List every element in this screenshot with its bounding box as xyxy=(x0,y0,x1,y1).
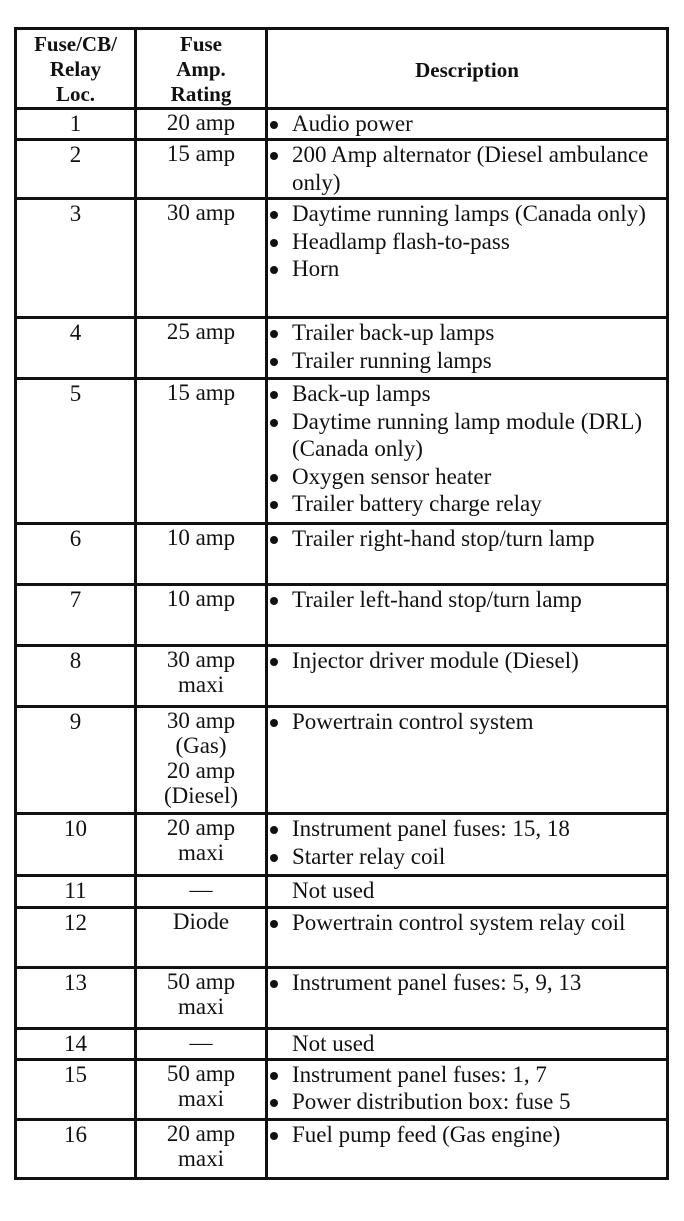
table-row xyxy=(16,140,668,199)
description-text: Trailer running lamps xyxy=(292,347,492,373)
fuse-location-cell: 3 xyxy=(16,199,136,318)
bullet-icon xyxy=(270,597,278,605)
list-item xyxy=(268,319,666,347)
bullet-icon xyxy=(270,658,278,666)
fuse-description-cell xyxy=(267,646,668,707)
rating-line: maxi xyxy=(178,840,224,865)
bullet-icon xyxy=(270,920,278,928)
table-row xyxy=(16,1029,668,1060)
bullet-icon xyxy=(270,330,278,338)
description-text: Trailer battery charge relay xyxy=(292,491,542,516)
description-text: Headlamp flash-to-pass xyxy=(292,228,510,254)
fuse-description-cell xyxy=(267,1029,668,1060)
list-item xyxy=(268,228,666,256)
table-row xyxy=(16,646,668,707)
description-list xyxy=(268,969,666,997)
description-text: Fuel pump feed (Gas engine) xyxy=(292,1121,561,1147)
description-list xyxy=(268,319,666,374)
description-list xyxy=(268,647,666,675)
description-text: Instrument panel fuses: 5, 9, 13 xyxy=(292,970,582,995)
description-text: Powertrain control system relay coil xyxy=(292,910,626,935)
bullet-icon xyxy=(270,474,278,482)
fuse-location-cell: 5 xyxy=(16,379,136,524)
table-row xyxy=(16,707,668,814)
list-item xyxy=(268,110,666,138)
fuse-rating-cell xyxy=(136,646,267,707)
fuse-location-cell: 2 xyxy=(16,140,136,199)
rating-line: 50 amp xyxy=(166,1060,236,1086)
fuse-rating-cell xyxy=(136,1059,267,1119)
fuse-description-cell xyxy=(267,318,668,379)
rating-line: 15 amp xyxy=(166,380,236,405)
list-item xyxy=(268,1088,666,1116)
description-list xyxy=(268,525,666,553)
list-item xyxy=(268,909,666,937)
list-item xyxy=(268,380,666,408)
rating-line: 30 amp xyxy=(166,708,236,733)
rating-line: 10 amp xyxy=(166,525,236,550)
list-item xyxy=(268,1121,666,1149)
fuse-location-cell: 15 xyxy=(16,1059,136,1119)
description-list xyxy=(268,815,666,870)
fuse-description-cell xyxy=(267,968,668,1029)
description-text: Instrument panel fuses: 15, 18 xyxy=(292,816,570,841)
description-text: Injector driver module (Diesel) xyxy=(292,648,579,673)
fuse-rating-cell xyxy=(136,876,267,908)
list-item xyxy=(268,843,666,871)
header-description: Description xyxy=(267,29,668,109)
fuse-rating-cell xyxy=(136,109,267,140)
rating-line: 15 amp xyxy=(166,141,236,166)
fuse-description-cell xyxy=(267,109,668,140)
fuse-description-cell xyxy=(267,1119,668,1178)
bullet-icon xyxy=(270,854,278,862)
bullet-icon xyxy=(270,419,278,427)
bullet-icon xyxy=(270,1132,278,1140)
description-list xyxy=(268,110,666,138)
rating-line: maxi xyxy=(178,1145,224,1171)
bullet-icon xyxy=(270,1072,278,1080)
rating-line: Diode xyxy=(172,909,230,934)
list-item xyxy=(268,141,666,196)
table-row xyxy=(16,968,668,1029)
fuse-location-cell: 10 xyxy=(16,814,136,876)
fuse-location-cell: 6 xyxy=(16,524,136,585)
description-text: Starter relay coil xyxy=(292,843,446,869)
description-text: Instrument panel fuses: 1, 7 xyxy=(292,1061,547,1087)
description-list xyxy=(268,708,666,736)
list-item xyxy=(268,708,666,736)
rating-line: — xyxy=(189,877,213,902)
rating-line: (Gas) xyxy=(175,733,227,758)
table-row xyxy=(16,814,668,876)
fuse-location-cell: 4 xyxy=(16,318,136,379)
list-item xyxy=(268,490,666,518)
table-header-row xyxy=(16,29,668,109)
bullet-icon xyxy=(270,1099,278,1107)
fuse-location-cell: 1 xyxy=(16,109,136,140)
list-item xyxy=(268,525,666,553)
fuse-rating-cell xyxy=(136,585,267,646)
list-item xyxy=(268,647,666,675)
description-text: Audio power xyxy=(292,111,413,136)
rating-line: 10 amp xyxy=(166,586,236,611)
rating-line: 30 amp xyxy=(166,647,236,672)
fuse-description-cell xyxy=(267,379,668,524)
fuse-rating-cell xyxy=(136,908,267,968)
fuse-location-cell: 9 xyxy=(16,707,136,814)
rating-line: — xyxy=(189,1030,213,1055)
fuse-location-cell: 7 xyxy=(16,585,136,646)
table-row xyxy=(16,109,668,140)
fuse-rating-cell xyxy=(136,318,267,379)
bullet-icon xyxy=(270,536,278,544)
description-text: Trailer left-hand stop/turn lamp xyxy=(292,587,582,612)
list-item xyxy=(268,815,666,843)
rating-line: 30 amp xyxy=(166,200,236,225)
description-list xyxy=(268,380,666,518)
rating-line: 20 amp xyxy=(166,110,236,135)
table-row xyxy=(16,1119,668,1178)
table-row xyxy=(16,379,668,524)
header-rating: Fuse Amp. Rating xyxy=(136,29,267,109)
description-text: Trailer right-hand stop/turn lamp xyxy=(292,526,595,551)
fuse-description-cell xyxy=(267,585,668,646)
table-row xyxy=(16,199,668,318)
fuse-description-cell xyxy=(267,140,668,199)
fuse-description-cell xyxy=(267,814,668,876)
description-text: Horn xyxy=(292,256,340,281)
table-row xyxy=(16,1059,668,1119)
rating-line: 20 amp xyxy=(166,758,236,783)
fuse-description-cell xyxy=(267,1059,668,1119)
fuse-table xyxy=(14,27,669,1180)
header-location: Fuse/CB/ Relay Loc. xyxy=(16,29,136,109)
fuse-location-cell: 8 xyxy=(16,646,136,707)
bullet-icon xyxy=(270,358,278,366)
bullet-icon xyxy=(270,391,278,399)
fuse-location-cell: 11 xyxy=(16,876,136,908)
fuse-rating-cell xyxy=(136,968,267,1029)
bullet-icon xyxy=(270,121,278,129)
fuse-rating-cell xyxy=(136,140,267,199)
description-list xyxy=(268,1121,666,1149)
fuse-description-cell xyxy=(267,524,668,585)
rating-line: 25 amp xyxy=(166,319,236,344)
description-text: Daytime running lamp module (DRL) (Canada only) xyxy=(292,408,643,461)
description-list xyxy=(268,1061,666,1116)
list-item xyxy=(268,408,666,463)
description-text: Daytime running lamps (Canada only) xyxy=(292,201,646,226)
fuse-description-cell xyxy=(267,908,668,968)
description-text: Back-up lamps xyxy=(292,381,431,406)
table-row xyxy=(16,908,668,968)
bullet-icon xyxy=(270,719,278,727)
rating-line: 50 amp xyxy=(166,969,236,994)
fuse-location-cell: 14 xyxy=(16,1029,136,1060)
description-list xyxy=(268,200,666,283)
rating-line: maxi xyxy=(178,672,224,697)
table-row xyxy=(16,876,668,908)
fuse-description-cell xyxy=(267,199,668,318)
description-text: Not used xyxy=(292,1031,375,1056)
description-text: Oxygen sensor heater xyxy=(292,463,492,489)
fuse-rating-cell xyxy=(136,1029,267,1060)
rating-line: 20 amp xyxy=(166,1120,236,1146)
description-text: Power distribution box: fuse 5 xyxy=(292,1089,571,1114)
description-text: 200 Amp alternator (Diesel ambulance only) xyxy=(292,142,649,195)
description-text: Trailer back-up lamps xyxy=(292,320,495,345)
table-body xyxy=(16,109,668,1179)
fuse-rating-cell xyxy=(136,199,267,318)
rating-line: 20 amp xyxy=(166,815,236,840)
list-item xyxy=(268,255,666,283)
fuse-description-cell xyxy=(267,876,668,908)
list-item xyxy=(268,1061,666,1089)
bullet-icon xyxy=(270,980,278,988)
list-item xyxy=(268,586,666,614)
bullet-icon xyxy=(270,266,278,274)
bullet-icon xyxy=(270,501,278,509)
description-list xyxy=(268,586,666,614)
fuse-rating-cell xyxy=(136,379,267,524)
list-item xyxy=(268,347,666,375)
rating-line: (Diesel) xyxy=(163,783,239,808)
description-text: Powertrain control system xyxy=(292,709,534,734)
list-item xyxy=(268,969,666,997)
fuse-rating-cell xyxy=(136,707,267,814)
table-row xyxy=(16,318,668,379)
description-list xyxy=(268,909,666,937)
rating-line: maxi xyxy=(178,1085,224,1111)
fuse-location-cell: 13 xyxy=(16,968,136,1029)
fuse-location-cell: 12 xyxy=(16,908,136,968)
bullet-icon xyxy=(270,826,278,834)
table-row xyxy=(16,524,668,585)
description-text: Not used xyxy=(292,878,375,903)
fuse-location-cell: 16 xyxy=(16,1119,136,1178)
bullet-icon xyxy=(270,211,278,219)
fuse-rating-cell xyxy=(136,524,267,585)
fuse-rating-cell xyxy=(136,814,267,876)
fuse-rating-cell xyxy=(136,1119,267,1178)
table-row xyxy=(16,585,668,646)
description-list xyxy=(268,141,666,196)
list-item xyxy=(268,463,666,491)
bullet-icon xyxy=(270,152,278,160)
fuse-description-cell xyxy=(267,707,668,814)
list-item xyxy=(268,200,666,228)
rating-line: maxi xyxy=(178,994,224,1019)
bullet-icon xyxy=(270,239,278,247)
